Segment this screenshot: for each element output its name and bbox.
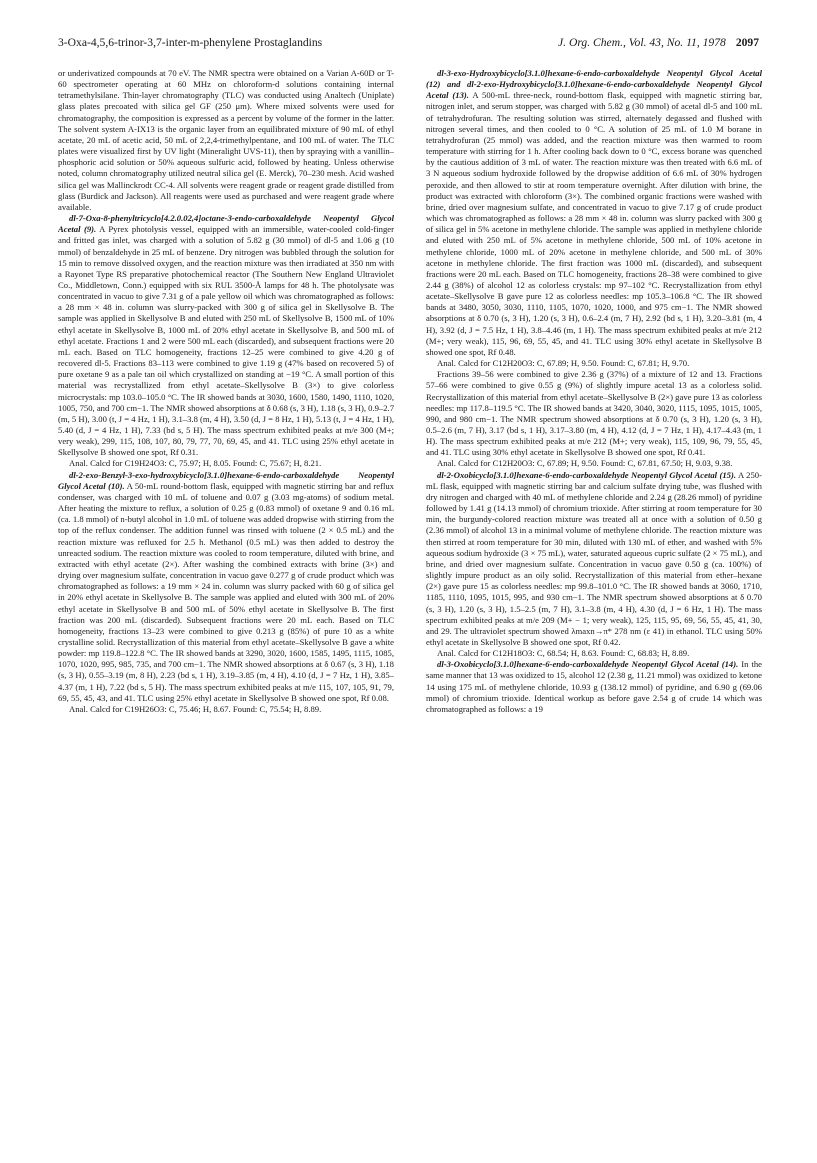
paragraph (58, 458, 394, 469)
paragraph-text: Anal. Calcd for C12H20O3: C, 67.89; H, 9.50. Found: C, 67.81, 67.50; H, 9.03, 9.38. (437, 458, 733, 469)
paragraph-text: Anal. Calcd for C12H20O3: C, 67.89; H, 9.50. Found: C, 67.81; H, 9.70. (437, 358, 690, 369)
paragraph-text: Anal. Calcd for C19H26O3: C, 75.46; H, 8.67. Found: C, 75.54; H, 8.89. (69, 703, 322, 714)
paragraph-text: or underivatized compounds at 70 eV. The NMR spectra were obtained on a Varian A-60D or T-60 spectrometer operating at 60 MHz on chloroform-d solutions containing internal tetramethylsilane. Thin-layer chromatography (TLC) was conducted using Analtech (Uniplate) glass plates precoated with silica gel GF (250 μm). Where mixed solvents were used for chromatography, the composition is expressed as a percent by volume of the former in the latter. The solvent system A-IX13 is the organic layer from an equilibrated mixture of 90 mL of ethyl acetate, 20 mL of acetic acid, 50 mL of 2,2,4-trimethylpentane, and 100 mL of water. The TLC plates were visualized first by UV light (Mineralight UVS-11), then by spraying with a vanillin–phosphoric acid solution or 50% aqueous sulfuric acid, followed by heating. Unless otherwise noted, column chromatography utilized neutral silica gel (E. Merck), 70–230 mesh. Acid washed silica gel was Mallinckrodt CC-4. All solvents were reagent grade or reagent grade distilled from glass (Burdick and Jackson). All reagents were used as purchased and were reagent grade where available. (58, 68, 394, 212)
paragraph-text: A Pyrex photolysis vessel, equipped with an immersible, water-cooled cold-finger and fritted gas inlet, was charged with a solution of 5.82 g (30 mmol) of dl-5 and 1.06 g (10 mmol) of benzaldehyde in 25 mL of benzene. Dry nitrogen was bubbled through the solution for 15 min to remove dissolved oxygen, and the reaction mixture was then irradiated at 350 nm with a Rayonet Type RS preparative photochemical reactor (The Southern New England Ultraviolet Co., Middletown, Conn.) equipped with six RUL 3500-Å lamps for 48 h. The photolysate was concentrated in vacuo to give 7.31 g of a pale yellow oil which was chromatographed as follows: a 28 mm × 48 in. column was slurry-packed with 300 g of silica gel in Skellysolve B. The sample was applied in Skellysolve B and eluted with 250 mL of Skellysolve B, 1500 mL of 10% ethyl acetate in Skellysolve B, 1000 mL of 20% ethyl acetate in Skellysolve B, and 500 mL of ethyl acetate. Fractions 1 and 2 were 500 mL each (discarded), and subsequent fractions were 20 mL each. Based on TLC homogeneity, fractions 12–25 were combined to give 4.20 g of recovered dl-5. Fractions 83–113 were combined to give 1.19 g (47% based on recovered 5) of pure oxetane 9 as a pale tan oil which crystallized on standing at −19 °C. A small portion of this material was recrystallized from ethyl acetate–Skellysolve B (3×) to give colorless microcrystals: mp 103.0–105.0 °C. The IR showed bands at 3030, 1600, 1580, 1490, 1110, 1020, 1005, 750, and 700 cm−1. The NMR showed absorptions at δ 0.68 (s, 3 H), 1.18 (s, 3 H), 0.9–2.7 (m, 5 H), 3.00 (t, J = 4 Hz, 1 H), 3.1–3.8 (m, 4 H), 3.50 (d, J = 8 Hz, 1 H), 5.13 (t, J = 4 Hz, 1 H), 5.40 (d, J = 4 Hz, 1 H), 7.33 (bd s, 5 H). The mass spectrum exhibited peaks at m/e 300 (M+; very weak), 299, 115, 108, 107, 80, 79, 77, 70, 69, 45, and 41. TLC using 25% ethyl acetate in Skellysolve B showed one spot, Rf 0.31. (58, 224, 394, 458)
paragraph (426, 68, 762, 358)
paragraph (426, 369, 762, 458)
journal-reference: J. Org. Chem., Vol. 43, No. 11, 1978 (558, 36, 726, 49)
right-column (426, 68, 762, 1143)
section-heading: dl-2-Oxobicyclo[3.1.0]hexane-6-endo-carboxaldehyde Neopentyl Glycol Acetal (15). (437, 469, 737, 480)
paragraph-text: A 50-mL round-bottom flask, equipped with magnetic stirring bar and reflux condenser, was charged with 10 mL of toluene and 0.07 g (3.03 mg-atoms) of sodium metal. After heating the mixture to reflux, a solution of 0.25 g (0.83 mmol) of oxetane 9 and 0.16 mL (ca. 1.8 mmol) of n-butyl alcohol in 1.0 mL of toluene was added dropwise with stirring from the top of the reflux condenser. The addition funnel was rinsed with toluene (2 × 0.5 mL) and the reaction mixture was refluxed for 2.5 h. Methanol (0.5 mL) was then added to destroy the unreacted sodium. The reaction mixture was cooled to room temperature, diluted with brine, and extracted with ethyl acetate (2×). After washing the combined extracts with brine (3×) and drying over magnesium sulfate, concentration in vacuo gave 0.277 g of crude product which was chromatographed as follows: a 19 mm × 24 in. column was slurry packed with 60 g of silica gel in 20% ethyl acetate in Skellysolve B. The sample was applied and eluted with 300 mL of 20% ethyl acetate in Skellysolve B and 500 mL of 50% ethyl acetate in Skellysolve B. The first fraction was 200 mL (discarded). Subsequent fractions were 20 mL each. Based on TLC homogeneity, fractions 13–23 were combined to give 0.213 g (85%) of pure 10 as a white crystalline solid. Recrystallization of this material from ethyl acetate–Skellysolve B gave a white powder: mp 119.8–122.8 °C. The IR showed bands at 3290, 3020, 1600, 1585, 1495, 1115, 1085, 1070, 1020, 995, 985, 735, and 700 cm−1. The NMR showed absorptions at δ 0.67 (s, 3 H), 1.18 (s, 3 H), 0.55–3.19 (m, 8 H), 2.23 (bd s, 1 H), 3.19–3.85 (m, 4 H), 4.10 (d, J = 7 Hz, 1 H), 3.85–4.37 (m, 1 H), 7.22 (bd s, 5 H). The mass spectrum exhibited peaks at m/e 115, 107, 105, 91, 79, 69, 55, 45, 43, and 41. TLC using 25% ethyl acetate in Skellysolve B showed one spot, Rf 0.08. (58, 480, 394, 703)
left-column (58, 68, 394, 1143)
paragraph-text: In the same manner that 13 was oxidized to 15, alcohol 12 (2.38 g, 11.21 mmol) was oxidized to ketone 14 using 175 mL of methylene chloride, 10.93 g (138.12 mmol) of pyridine, and 6.90 g (69.06 mmol) of chromium trioxide. Identical workup as before gave 2.54 g of crude 14 which was chromatographed as follows: a 19 (426, 659, 762, 714)
paragraph (426, 648, 762, 659)
section-heading: dl-3-exo-Hydroxybicyclo[3.1.0]hexane-6-endo-carboxaldehyde Neopentyl Glycol Acetal (12) and dl-2-exo-Hydroxybicyclo[3.1.0]hexane-6-endo-carboxaldehyde Neopentyl Glycol Acetal (13). (426, 68, 762, 101)
journal-citation (558, 36, 759, 49)
paragraph (426, 458, 762, 469)
section-heading: dl-7-Oxa-8-phenyltricyclo[4.2.0.02,4]octane-3-endo-carboxaldehyde Neopentyl Glycol Acetal (9). (58, 213, 394, 235)
paragraph-text: Anal. Calcd for C12H18O3: C, 68.54; H, 8.63. Found: C, 68.83; H, 8.89. (437, 648, 690, 659)
paragraph-text: A 500-mL three-neck, round-bottom flask, equipped with magnetic stirring bar, nitrogen inlet, and serum stopper, was charged with 5.82 g (30 mmol) of acetal dl-5 and 100 mL of tetrahydrofuran. The resulting solution was stirred, alternately degassed and flushed with nitrogen several times, and then cooled to 0 °C. A solution of 25 mL of 1.0 M borane in tetrahydrofuran (25 mmol) was added, and the reaction mixture was then warmed to room temperature with stirring for 1 h. After cooling back down to 0 °C, excess borane was quenched by the cautious addition of 3 mL of water. The reaction mixture was then treated with 6.6 mL of 3 N aqueous sodium hydroxide followed by the dropwise addition of 6.6 mL of 30% hydrogen peroxide, and then allowed to stir at room temperature overnight. After dilution with brine, the product was extracted with chloroform (3×). The combined organic fractions were washed with brine, dried over magnesium sulfate, and concentrated in vacuo to give 7.17 g of crude product which was chromatographed as follows: a 28 mm × 48 in. column was slurry packed with 300 g of silica gel in 5% acetone in methylene chloride. The sample was applied in methylene chloride and eluted with 250 mL of 5% acetone in methylene chloride, 500 mL of 10% acetone in methylene chloride, 1000 mL of 20% acetone in methylene chloride, and 500 mL of 30% acetone in methylene chloride. The first fraction was 1000 mL (discarded), and subsequent fractions were 20 mL each. Based on TLC homogeneity, fractions 28–38 were combined to give 2.44 g (38%) of alcohol 12 as colorless crystals: mp 97–102 °C. Recrystallization from ethyl acetate–Skellysolve B gave pure 12 as colorless needles: mp 105.3–106.8 °C. The IR showed bands at 3480, 3050, 3030, 1110, 1105, 1070, 1020, 1000, and 975 cm−1. The NMR showed absorptions at δ 0.70 (s, 3 H), 1.20 (s, 3 H), 0.6–2.4 (m, 7 H), 2.92 (bd s, 1 H), 3.20–3.81 (m, 4 H), 3.92 (d, J = 7.5 Hz, 1 H), 3.8–4.46 (m, 1 H). The mass spectrum exhibited peaks at m/e 212 (M+; very weak), 115, 96, 69, 55, 45, and 41. TLC using 30% ethyl acetate in Skellysolve B showed one spot, Rf 0.48. (426, 90, 762, 357)
page-number: 2097 (735, 36, 759, 49)
paragraph (426, 659, 762, 715)
section-heading: dl-3-Oxobicyclo[3.1.0]hexane-6-endo-carboxaldehyde Neopentyl Glycol Acetal (14). (437, 659, 739, 670)
section-heading: dl-2-exo-Benzyl-3-exo-hydroxybicyclo[3.1.0]hexane-6-endo-carboxaldehyde Neopentyl Glycol Acetal (10). (58, 469, 394, 491)
paragraph (58, 213, 394, 458)
paragraph-text: A 250-mL flask, equipped with magnetic stirring bar and calcium sulfate drying tube, was flushed with dry nitrogen and charged with 40 mL of methylene chloride and 2.24 g (28.26 mmol) of pyridine followed by 1.41 g (14.13 mmol) of chromium trioxide. After stirring at room temperature for 30 min, the burgundy-colored reaction mixture was treated all at once with a solution of 0.50 g (2.36 mmol) of alcohol 13 in a minimal volume of methylene chloride. The reaction mixture was then stirred at room temperature for 30 min, diluted with 130 mL of ether, and washed with 5% aqueous sodium hydroxide (3 × 75 mL), water, saturated aqueous cupric sulfate (2 × 75 mL), and brine, and dried over magnesium sulfate. Concentration in vacuo gave 0.50 g (ca. 100%) of slightly impure product as an oily solid. Recrystallization of this material from ether–hexane (2×) gave pure 15 as colorless needles: mp 99.8–101.0 °C. The IR showed bands at 3060, 1710, 1185, 1110, 1095, 1015, 995, and 930 cm−1. The NMR spectrum showed absorptions at δ 0.70 (s, 3 H), 1.20 (s, 3 H), 1.5–2.5 (m, 7 H), 3.1–3.8 (m, 4 H), 4.30 (d, J = 6 Hz, 1 H). The mass spectrum exhibited peaks at m/e 209 (M+ − 1; very weak), 125, 115, 95, 69, 56, 55, 45, 41, 30, and 29. The ultraviolet spectrum showed λmaxn→π* 278 nm (ε 41) in ethanol. TLC using 50% ethyl acetate in Skellysolve B showed one spot, Rf 0.42. (426, 469, 762, 647)
paragraph (58, 470, 394, 704)
running-title: 3-Oxa-4,5,6-trinor-3,7-inter-m-phenylene Prostaglandins (58, 36, 323, 49)
paragraph (426, 470, 762, 649)
paragraph (58, 68, 394, 213)
paragraph-text: Anal. Calcd for C19H24O3: C, 75.97; H, 8.05. Found: C, 75.67; H, 8.21. (69, 458, 322, 469)
running-header (58, 36, 759, 52)
paragraph (58, 704, 394, 715)
paragraph (426, 358, 762, 369)
paragraph-text: Fractions 39–56 were combined to give 2.36 g (37%) of a mixture of 12 and 13. Fractions 57–66 were combined to give 0.55 g (9%) of slightly impure acetal 13 as a colorless solid. Recrystallization of this material from ethyl acetate–Skellysolve B (2×) gave pure 13 as colorless needles: mp 117.8–119.5 °C. The IR showed bands at 3420, 3040, 3020, 1115, 1095, 1015, 1005, 990, and 980 cm−1. The NMR spectrum showed absorptions at δ 0.70 (s, 3 H), 1.20 (s, 3 H), 0.5–2.6 (m, 7 H), 3.17 (bd s, 1 H), 3.17–3.80 (m, 4 H), 4.12 (d, J = 7 Hz, 1 H), 4.17–4.43 (m, 1 H). The mass spectrum exhibited peaks at m/e 212 (M+; very weak), 115, 109, 96, 79, 55, 45, and 41. TLC using 30% ethyl acetate in Skellysolve B showed one spot, Rf 0.41. (426, 369, 762, 458)
